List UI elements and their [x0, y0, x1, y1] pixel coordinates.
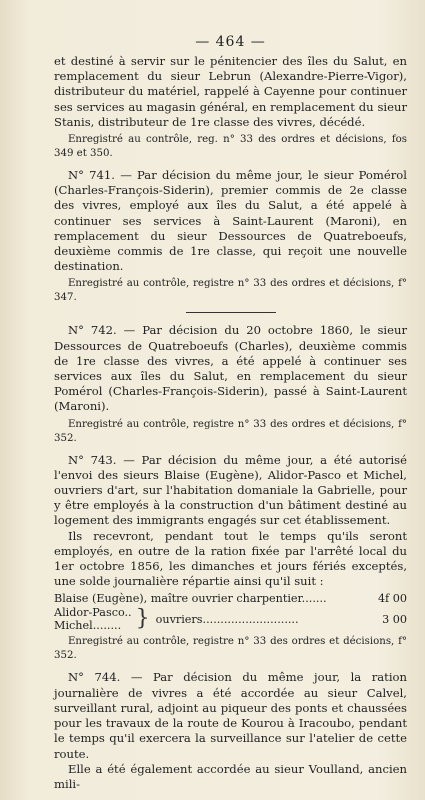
registration-note-741: Enregistré au contrôle, registre n° 33 des ordres et décisions, f° 347.	[54, 278, 407, 304]
decision-741: N° 741. — Par décision du même jour, le sieur Pomérol (Charles-François-Siderin), premier commis de 2e classe des vivres, employé aux îles du Salut, a été appelé à continuer ses services à Saint-Laurent (Maroni), en remplacement du sieur Dessources de Quatreboeufs, deuxième commis de 1re classe, qui reçoit une nouvelle destination.	[54, 168, 407, 274]
decision-744-continued: Elle a été également accordée au sieur Voulland, ancien mili-	[54, 761, 407, 791]
pay-group-value: 3 00	[382, 612, 407, 626]
decision-743-pay-intro: Ils recevront, pendant tout le temps qu'ils seront employés, en outre de la ration fixée par l'arrêté local du 1er octobre 1856, les dimanches et jours fériés exceptés, une solde journalière répartie ainsi qu'il suit :	[54, 528, 407, 589]
pay-row-ouvriers	[54, 606, 407, 632]
brace-glyph: }	[135, 606, 150, 632]
registration-note: Enregistré au contrôle, reg. n° 33 des ordres et décisions, fos 349 et 350.	[54, 134, 407, 160]
pay-table	[54, 592, 407, 632]
registration-note-742: Enregistré au contrôle, registre n° 33 des ordres et décisions, f° 352.	[54, 418, 407, 444]
pay-row-label: Blaise (Eugène), maître ouvrier charpentier.......	[54, 592, 327, 606]
registration-note-743: Enregistré au contrôle, registre n° 33 des ordres et décisions, f° 352.	[54, 636, 407, 662]
page-number: — 464 —	[195, 34, 266, 50]
worker-name: Michel........	[54, 619, 122, 633]
decision-744: N° 744. — Par décision du même jour, la ration journalière de vivres a été accordée au sieur Calvel, surveillant rural, adjoint au piqueur des ponts et chaussées pour les travaux de la route de Kourou à Iracoubo, pendant le temps qu'il exercera la surveillance sur l'atelier de cette route.	[54, 670, 407, 761]
pay-row-blaise	[54, 592, 407, 605]
decision-742: N° 742. — Par décision du 20 octobre 1860, le sieur Dessources de Quatreboeufs (Charles), deuxième commis de 1re classe des vivres, a été appelé à continuer ses services aux îles du Salut, en remplacement du sieur Pomérol (Charles-François-Siderin), passé à Saint-Laurent (Maroni).	[54, 323, 407, 414]
worker-name: Alidor-Pasco..	[54, 606, 132, 620]
decision-743: N° 743. — Par décision du même jour, a été autorisé l'envoi des sieurs Blaise (Eugène), Alidor-Pasco et Michel, ouvriers d'art, sur l'habitation domaniale la Gabrielle, pour y être employés à la construction d'un bâtiment destiné au logement des immigrants engagés sur cet établissement.	[54, 452, 407, 528]
worker-names	[54, 606, 132, 632]
pay-group-label: ouvriers...........................	[155, 612, 299, 626]
section-rule	[186, 312, 276, 313]
pay-row-value: 4f 00	[377, 592, 407, 606]
paragraph-continuation: et destiné à servir sur le pénitencier des îles du Salut, en remplacement du sieur Lebrun (Alexandre-Pierre-Vigor), distributeur du matériel, rappelé à Cayenne pour continuer ses services au magasin général, en remplacement du sieur Stanis, distributeur de 1re classe des vivres, décédé.	[54, 54, 407, 129]
